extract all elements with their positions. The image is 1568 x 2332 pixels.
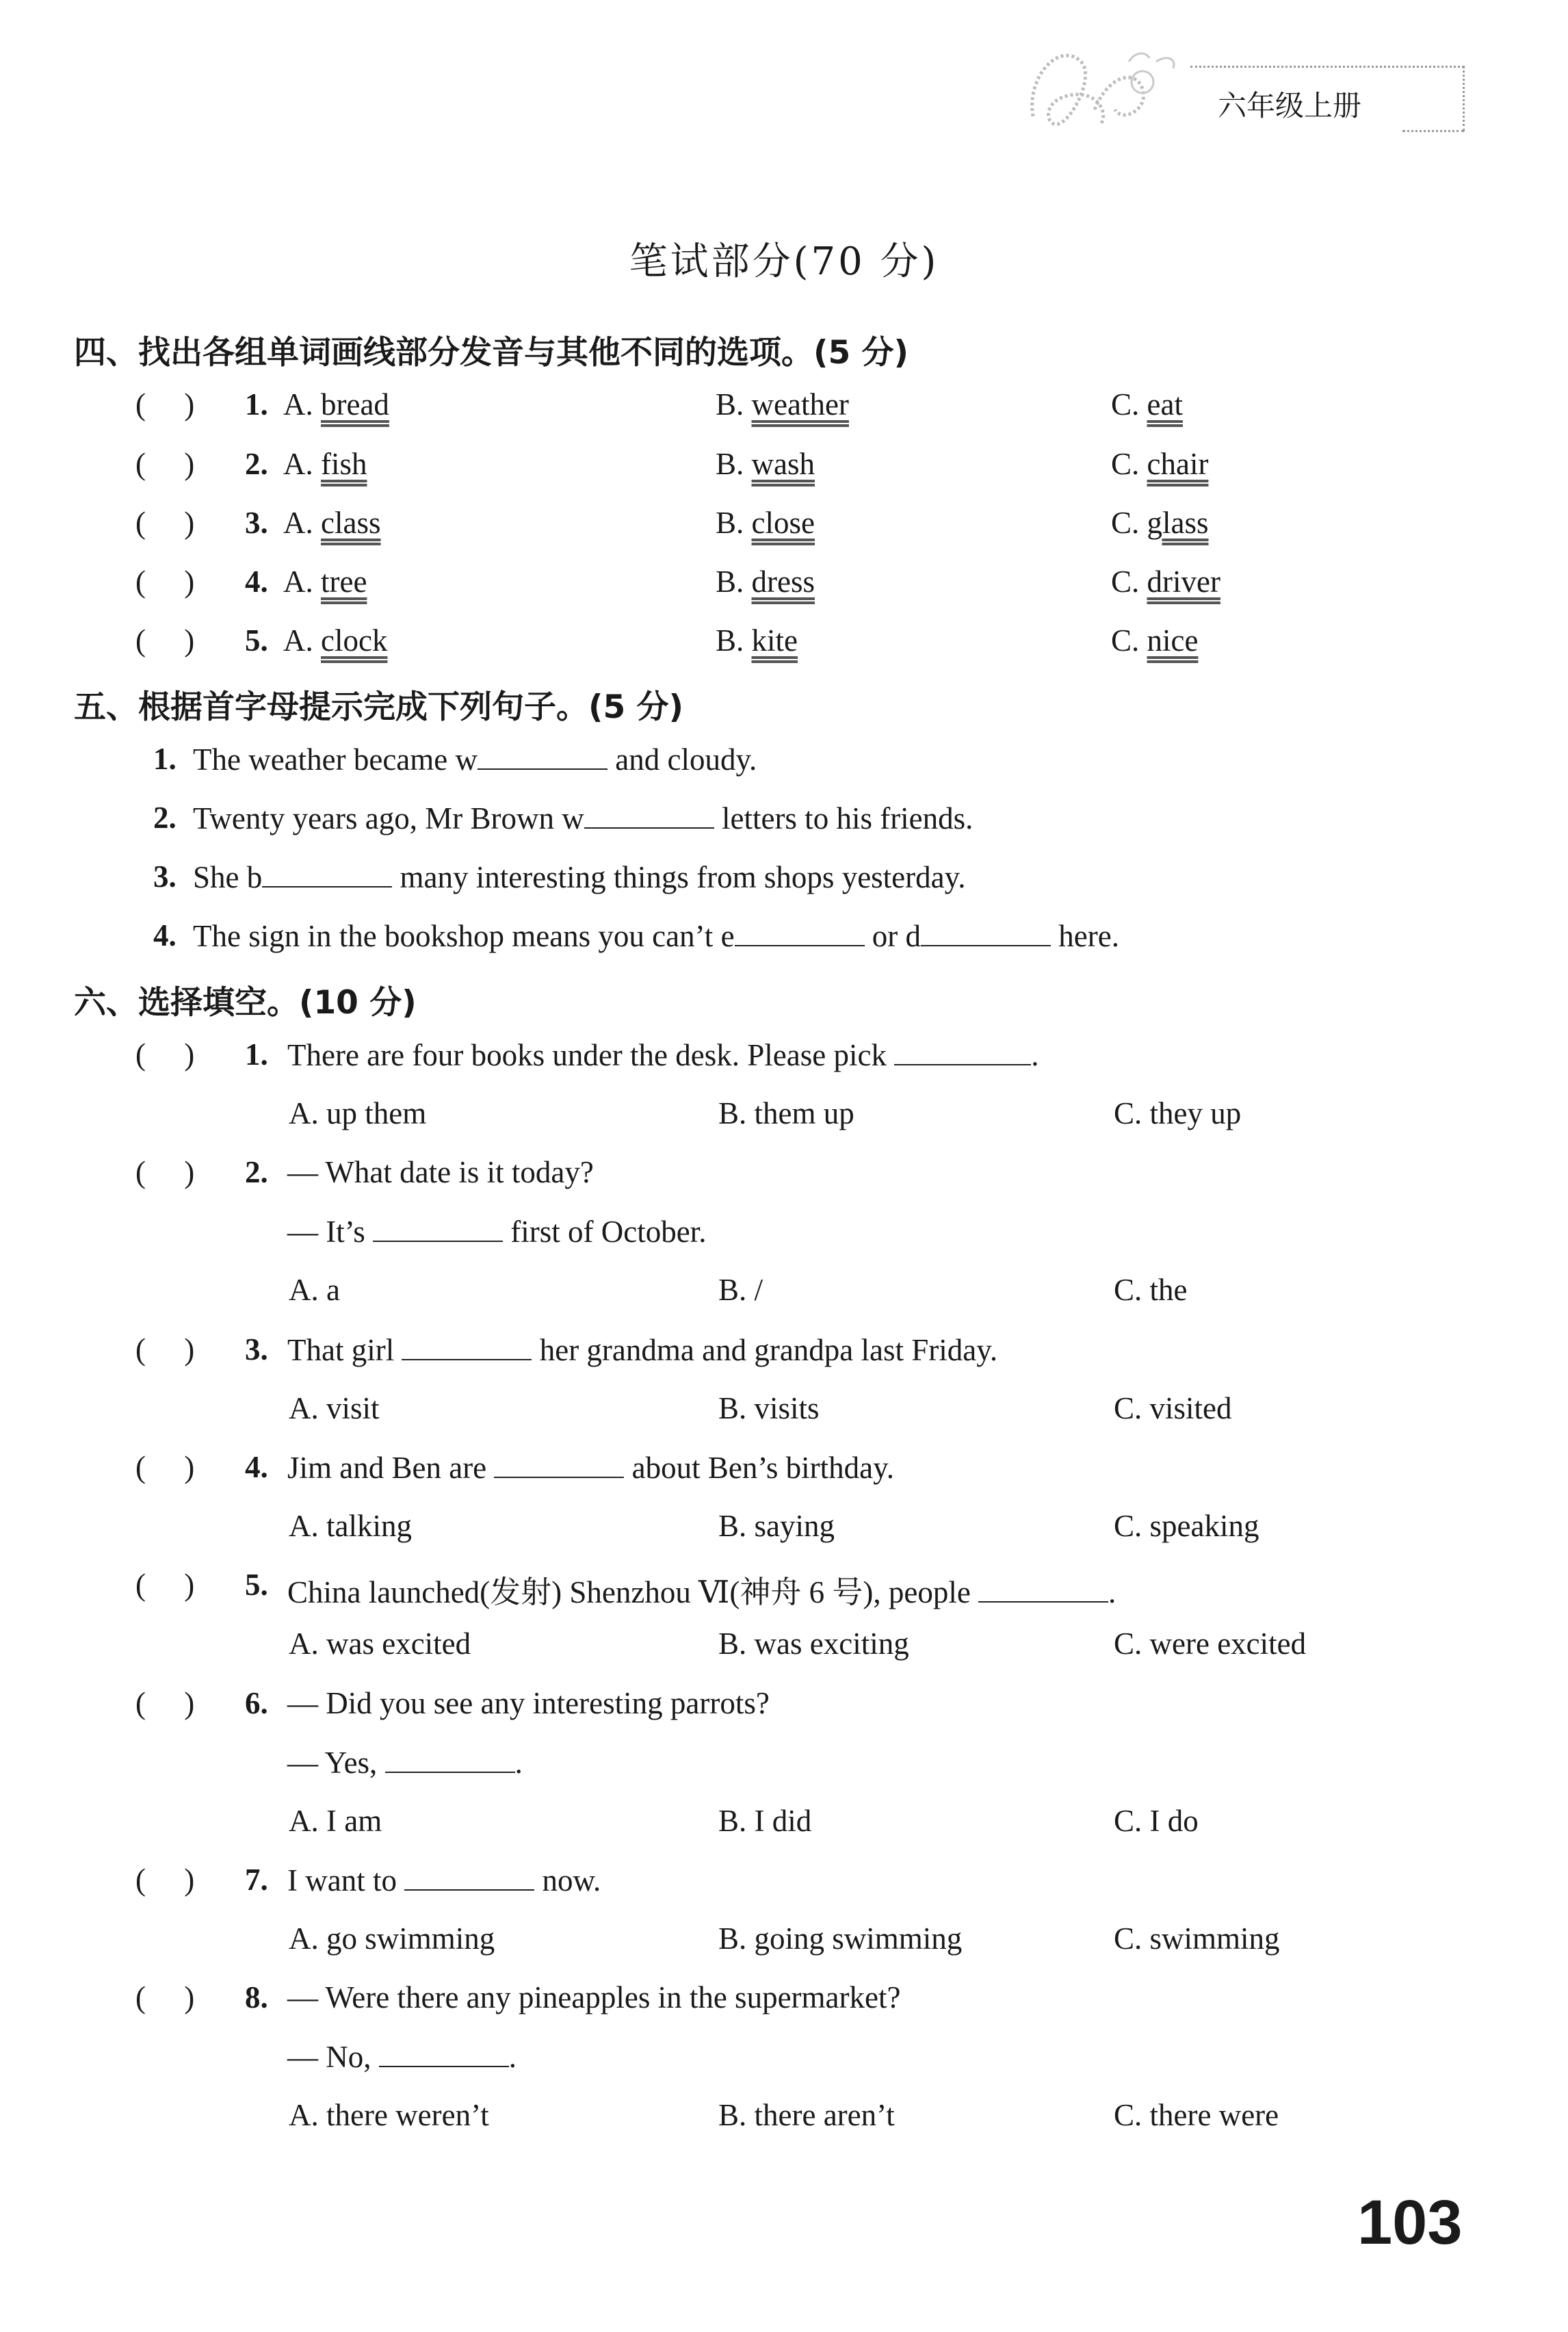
- section-heading: 六、选择填空。(10 分): [74, 984, 417, 1022]
- option-b: B. them up: [718, 1096, 854, 1130]
- section-heading: 四、找出各组单词画线部分发音与其他不同的选项。(5 分): [74, 334, 909, 372]
- option-b: B. kite: [716, 623, 798, 658]
- option-b: B. was exciting: [718, 1627, 909, 1661]
- question-number: 7.: [245, 1863, 268, 1897]
- question-row: [0, 446, 1568, 494]
- question-text: China launched(发射) Shenzhou Ⅵ(神舟 6 号), people .: [287, 1575, 1116, 1609]
- question-row: [0, 1567, 1568, 1615]
- fill-blank[interactable]: [402, 1332, 532, 1360]
- question-number: 6.: [245, 1686, 268, 1720]
- question-number: 1.: [245, 1037, 268, 1072]
- option-a: A. fish: [283, 447, 367, 481]
- question-number: 3.: [245, 1332, 268, 1366]
- option-b: B. saying: [718, 1509, 835, 1543]
- header-dotted-line: [1463, 66, 1465, 131]
- option-c: C. they up: [1114, 1096, 1242, 1130]
- question-number: 4.: [245, 565, 268, 599]
- decorative-logo-icon: [1019, 34, 1197, 137]
- question-number: 5.: [245, 1568, 268, 1602]
- question-number: 3.: [153, 859, 177, 894]
- options-row: [0, 1921, 1568, 1969]
- question-number: 1.: [153, 742, 177, 776]
- option-c: C. eat: [1111, 387, 1183, 422]
- option-c: C. the: [1114, 1273, 1188, 1307]
- question-text: — What date is it today?: [287, 1155, 594, 1189]
- answer-bracket[interactable]: ( ): [135, 623, 195, 658]
- question-row: [0, 387, 1568, 435]
- question-number: 1.: [245, 387, 268, 422]
- options-row: [0, 1626, 1568, 1674]
- question-number: 2.: [245, 1155, 268, 1189]
- option-word: bread: [321, 387, 389, 422]
- answer-bracket[interactable]: ( ): [135, 1686, 195, 1720]
- page-header: [1019, 27, 1471, 144]
- option-word: kite: [751, 623, 798, 658]
- option-word: close: [751, 506, 815, 540]
- fill-blank[interactable]: w: [562, 801, 714, 835]
- question-row: [0, 1744, 1568, 1792]
- question-row: [0, 1685, 1568, 1733]
- option-b: B. visits: [718, 1391, 820, 1425]
- question-row: [0, 505, 1568, 553]
- answer-bracket[interactable]: ( ): [135, 1037, 195, 1072]
- fill-blank[interactable]: [385, 1744, 515, 1773]
- header-dotted-line: [1402, 130, 1464, 132]
- option-a: A. visit: [289, 1391, 380, 1425]
- option-b: B. there aren’t: [718, 2098, 895, 2132]
- answer-bracket[interactable]: ( ): [135, 387, 195, 422]
- option-b: B. close: [716, 506, 815, 540]
- question-number: 4.: [245, 1450, 268, 1484]
- answer-bracket[interactable]: ( ): [135, 1863, 195, 1897]
- fill-blank[interactable]: [404, 1862, 534, 1891]
- page-number: 103: [1357, 2188, 1463, 2257]
- options-row: [0, 1096, 1568, 1143]
- answer-bracket[interactable]: ( ): [135, 1155, 195, 1189]
- question-number: 8.: [245, 1980, 268, 2014]
- option-b: B. weather: [716, 387, 849, 422]
- option-c: C. chair: [1111, 447, 1209, 481]
- option-b: B. /: [718, 1273, 763, 1307]
- option-word: clock: [321, 623, 388, 658]
- question-row: [0, 1862, 1568, 1910]
- option-a: A. talking: [289, 1509, 412, 1543]
- option-word: fish: [321, 447, 367, 481]
- question-text: — Did you see any interesting parrots?: [287, 1686, 770, 1720]
- option-b: B. going swimming: [718, 1921, 963, 1956]
- option-word: eat: [1147, 387, 1183, 422]
- answer-bracket[interactable]: ( ): [135, 1568, 195, 1602]
- question-text: — It’s first of October.: [287, 1215, 707, 1249]
- question-row: [0, 564, 1568, 612]
- option-word: chair: [1147, 447, 1209, 481]
- answer-bracket[interactable]: ( ): [135, 506, 195, 540]
- option-b: B. wash: [716, 447, 815, 481]
- option-c: C. there were: [1114, 2098, 1279, 2132]
- option-a: A. up them: [289, 1096, 427, 1130]
- fill-blank[interactable]: [978, 1574, 1108, 1603]
- fill-blank[interactable]: w: [456, 742, 608, 777]
- question-row: [0, 2038, 1568, 2086]
- question-number: 2.: [245, 447, 268, 481]
- option-a: A. there weren’t: [289, 2098, 489, 2132]
- option-b: B. dress: [716, 565, 815, 599]
- answer-bracket[interactable]: ( ): [135, 565, 195, 599]
- option-b: B. I did: [718, 1804, 812, 1838]
- question-text: That girl her grandma and grandpa last Friday.: [287, 1333, 998, 1367]
- answer-bracket[interactable]: ( ): [135, 447, 195, 481]
- fill-blank[interactable]: e: [721, 919, 865, 953]
- option-c: C. swimming: [1114, 1921, 1280, 1956]
- option-a: A. was excited: [289, 1627, 471, 1661]
- fill-blank[interactable]: [379, 2038, 509, 2067]
- question-row: [0, 623, 1568, 671]
- question-row: [0, 1213, 1568, 1261]
- option-a: A. go swimming: [289, 1921, 495, 1956]
- sentence-row: [0, 800, 1568, 848]
- option-a: A. I am: [289, 1804, 382, 1838]
- option-c: C. I do: [1114, 1804, 1199, 1838]
- question-text: — No, .: [287, 2040, 517, 2074]
- option-c: C. glass: [1111, 506, 1209, 540]
- sentence-text: Twenty years ago, Mr Brown w letters to his friends.: [193, 801, 974, 835]
- fill-blank[interactable]: b: [247, 860, 393, 894]
- sentence-text: The weather became w and cloudy.: [193, 742, 757, 777]
- option-word: class: [321, 506, 381, 540]
- sentence-row: [0, 741, 1568, 789]
- answer-bracket[interactable]: ( ): [135, 1450, 195, 1484]
- option-word: weather: [751, 387, 849, 422]
- answer-bracket[interactable]: ( ): [135, 1980, 195, 2014]
- sentence-row: [0, 859, 1568, 907]
- question-text: — Were there any pineapples in the supermarket?: [287, 1980, 901, 2014]
- fill-blank[interactable]: d: [906, 919, 1051, 953]
- options-row: [0, 1803, 1568, 1851]
- option-a: A. a: [289, 1273, 340, 1307]
- option-c: C. visited: [1114, 1391, 1232, 1425]
- question-number: 2.: [153, 801, 177, 835]
- question-text: Jim and Ben are about Ben’s birthday.: [287, 1451, 894, 1485]
- fill-blank[interactable]: [494, 1449, 624, 1478]
- sentence-row: [0, 918, 1568, 966]
- options-row: [0, 1508, 1568, 1556]
- option-a: A. class: [283, 506, 381, 540]
- question-row: [0, 1037, 1568, 1085]
- fill-blank[interactable]: [373, 1213, 503, 1242]
- page-title: 笔试部分(70 分): [629, 239, 939, 284]
- option-word: wash: [751, 447, 815, 481]
- option-c: C. were excited: [1114, 1627, 1307, 1661]
- answer-bracket[interactable]: ( ): [135, 1332, 195, 1366]
- question-row: [0, 1980, 1568, 2027]
- option-word: nice: [1147, 623, 1199, 658]
- option-word: glass: [1147, 506, 1209, 540]
- section-heading: 五、根据首字母提示完成下列句子。(5 分): [74, 688, 684, 726]
- header-dotted-line: [1190, 66, 1464, 68]
- option-c: C. driver: [1111, 565, 1220, 599]
- option-word: tree: [321, 565, 367, 599]
- option-a: A. clock: [283, 623, 388, 658]
- option-a: A. bread: [283, 387, 389, 422]
- sentence-text: She b many interesting things from shops yesterday.: [193, 860, 966, 894]
- fill-blank[interactable]: [894, 1037, 1031, 1065]
- grade-label: 六年级上册: [1218, 89, 1362, 122]
- option-c: C. speaking: [1114, 1509, 1259, 1543]
- question-text: I want to now.: [287, 1863, 601, 1897]
- question-row: [0, 1332, 1568, 1379]
- options-row: [0, 2097, 1568, 2145]
- question-number: 4.: [153, 918, 177, 953]
- option-word: dress: [751, 565, 815, 599]
- question-text: — Yes, .: [287, 1746, 523, 1780]
- sentence-text: The sign in the bookshop means you can’t e or d here.: [193, 919, 1119, 953]
- question-number: 3.: [245, 506, 268, 540]
- option-word: driver: [1147, 565, 1220, 599]
- options-row: [0, 1390, 1568, 1438]
- question-row: [0, 1154, 1568, 1202]
- question-number: 5.: [245, 623, 268, 658]
- question-row: [0, 1449, 1568, 1497]
- options-row: [0, 1272, 1568, 1320]
- question-text: There are four books under the desk. Please pick .: [287, 1038, 1039, 1072]
- option-a: A. tree: [283, 565, 367, 599]
- option-c: C. nice: [1111, 623, 1199, 658]
